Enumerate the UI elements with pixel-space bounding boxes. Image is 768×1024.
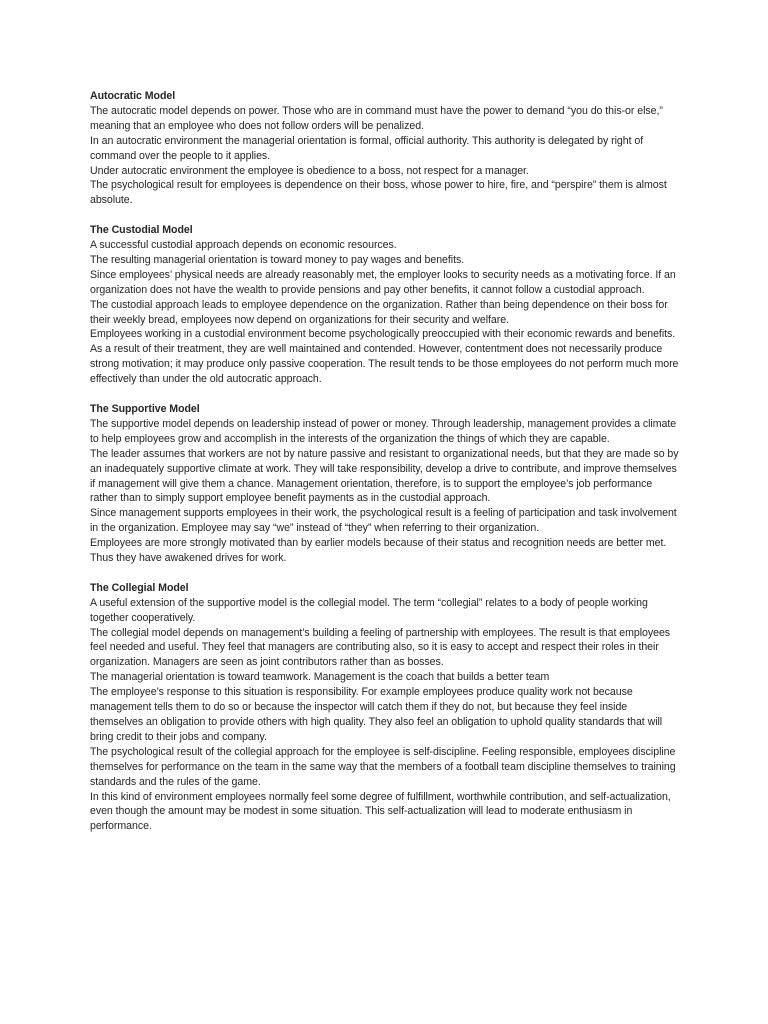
paragraph: In an autocratic environment the managerial orientation is formal, official authority. This authority is delegated by right of command over the people to it applies. — [90, 134, 644, 162]
paragraph: The autocratic model depends on power. Those who are in command must have the power to demand “you do this-or else,” meaning that an employee who does not follow orders will be penalized. — [90, 104, 663, 132]
paragraph: The employee’s response to this situation is responsibility. For example employees produce quality work not because management tells them to do so or because the inspector will catch them if they do not, but because they feel inside themselves an obligation to provide others with high quality. They also feel an obligation to uphold quality standards that will bring credit to their jobs and company. — [90, 686, 663, 743]
paragraph: The psychological result for employees is dependence on their boss, whose power to hire, fire, and “perspire” them is almost absolute. — [90, 179, 667, 207]
paragraph: The custodial approach leads to employee dependence on the organization. Rather than being dependence on their boss for their weekly bread, employees now depend on organizations for their security and welfare. — [90, 298, 668, 326]
paragraph: Since management supports employees in their work, the psychological result is a feeling of participation and task involvement in the organization. Employee may say “we” instead of “they” when referring to their organization. — [90, 507, 677, 535]
section-heading: The Supportive Model — [90, 403, 200, 415]
paragraph: A useful extension of the supportive model is the collegial model. The term “collegial” relates to a body of people working together cooperatively. — [90, 596, 648, 624]
section-heading: Autocratic Model — [90, 90, 176, 102]
paragraph: Employees working in a custodial environment become psychologically preoccupied with their economic rewards and benefits. — [90, 328, 676, 341]
paragraph: The resulting managerial orientation is toward money to pay wages and benefits. — [90, 253, 465, 266]
paragraph: As a result of their treatment, they are well maintained and contended. However, contentment does not necessarily produce strong motivation; it may produce only passive cooperation. The result tends to be those employees do not perform much more effectively than under the old autocratic approach. — [90, 343, 679, 386]
paragraph: The collegial model depends on management’s building a feeling of partnership with employees. The result is that employees feel needed and useful. They feel that managers are contributing also, so it is easy to accept and respect their roles in their organization. Managers are seen as joint contributors rather than as bosses. — [90, 626, 671, 669]
paragraph: In this kind of environment employees normally feel some degree of fulfillment, worthwhile contribution, and self-actualization, even though the amount may be modest in some situation. This self-actualization will lead to moderate enthusiasm in performance. — [90, 790, 671, 833]
paragraph: The leader assumes that workers are not by nature passive and resistant to organizational needs, but that they are made so by an inadequately supportive climate at work. They will take responsibility, develop a drive to contribute, and improve themselves if management will give them a chance. Management orientation, therefore, is to support the employee’s job performance rather than to simply support employee benefit payments as in the custodial approach. — [90, 447, 679, 505]
paragraph: The psychological result of the collegial approach for the employee is self-discipline. Feeling responsible, employees discipline themselves for performance on the team in the same way that the members of a football team discipline themselves to training standards and the rules of the game. — [90, 745, 676, 788]
section-supportive-model — [90, 402, 682, 566]
section-collegial-model — [90, 581, 682, 834]
section-custodial-model — [90, 223, 682, 387]
section-heading: The Collegial Model — [90, 581, 189, 594]
paragraph: Since employees’ physical needs are already reasonably met, the employer looks to security needs as a motivating force. If an organization does not have the wealth to provide pensions and pay other benefits, it cannot follow a custodial approach. — [90, 268, 676, 296]
paragraph: Employees are more strongly motivated than by earlier models because of their status and recognition needs are better met. Thus they have awakened drives for work. — [90, 537, 667, 565]
document-page — [90, 89, 682, 849]
paragraph: A successful custodial approach depends on economic resources. — [90, 239, 397, 252]
section-heading: The Custodial Model — [90, 224, 193, 237]
paragraph: The managerial orientation is toward teamwork. Management is the coach that builds a better team — [90, 671, 550, 684]
paragraph: Under autocratic environment the employee is obedience to a boss, not respect for a manager. — [90, 164, 529, 177]
paragraph: The supportive model depends on leadership instead of power or money. Through leadership, management provides a climate to help employees grow and accomplish in the interests of the organization the things of which they are capable. — [90, 417, 677, 445]
section-autocratic-model — [90, 89, 682, 208]
